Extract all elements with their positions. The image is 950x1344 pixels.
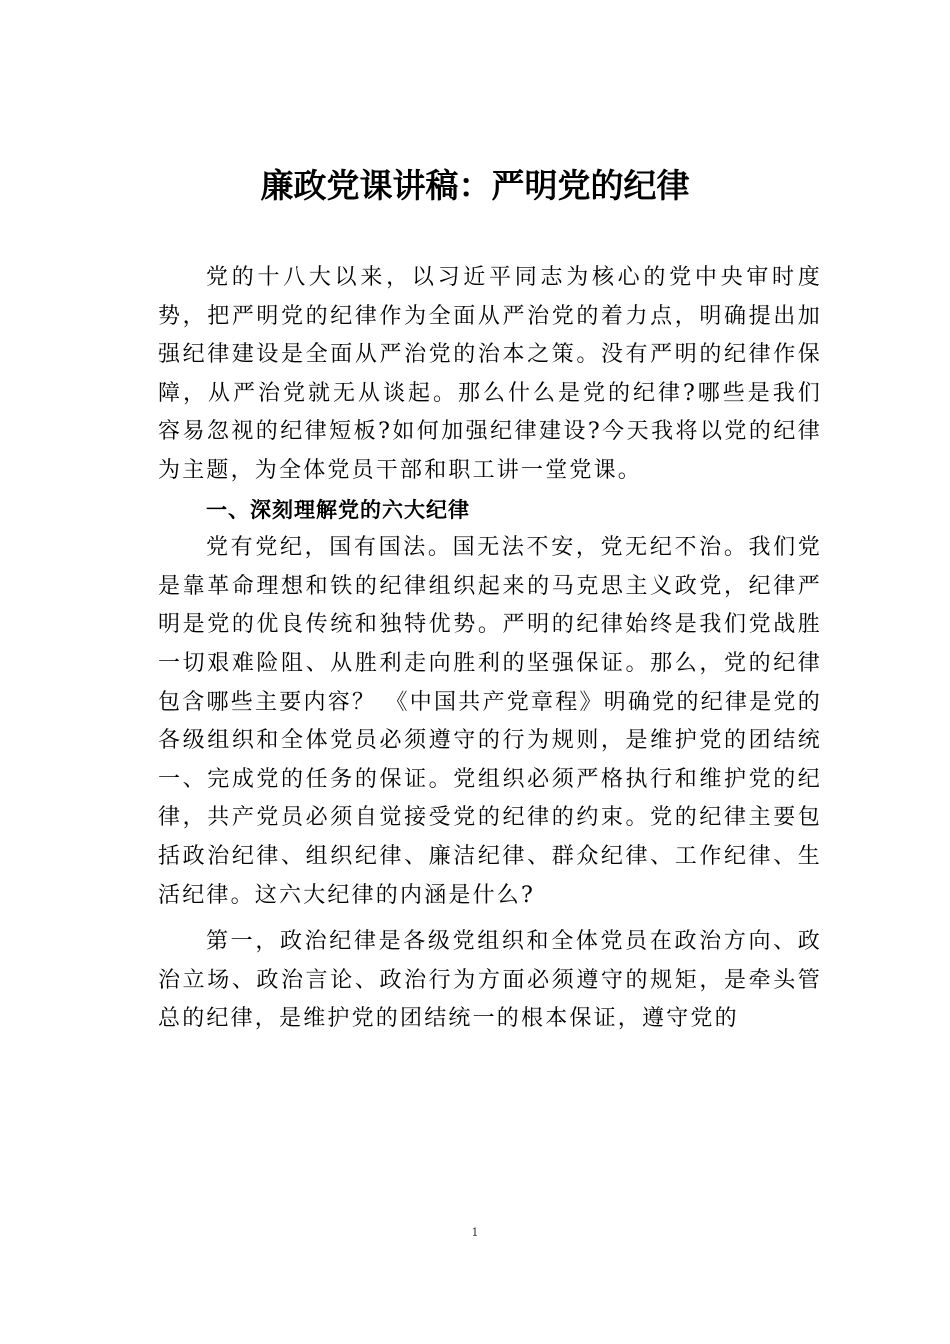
intro-paragraph: 党的十八大以来，以习近平同志为核心的党中央审时度势，把严明党的纪律作为全面从严治党的着力点，明确提出加强纪律建设是全面从严治党的治本之策。没有严明的纪律作保障，从严治党就无从谈起。那么什么是党的纪律?哪些是我们容易忽视的纪律短板?如何加强纪律建设?今天我将以党的纪律为主题，为全体党员干部和职工讲一堂党课。	[158, 265, 822, 483]
section-heading: 一、深刻理解党的六大纪律	[206, 497, 470, 522]
body-paragraph: 党有党纪，国有国法。国无法不安，党无纪不治。我们党是靠革命理想和铁的纪律组织起来的马克思主义政党，纪律严明是党的优良传统和独特优势。严明的纪律始终是我们党战胜一切艰难险阻、从胜利走向胜利的坚强保证。那么，党的纪律包含哪些主要内容？ 《中国共产党章程》明确党的纪律是党的各级组织和全体党员必须遵守的行为规则，是维护党的团结统一、完成党的任务的保证。党组织必须严格执行和维护党的纪律，共产党员必须自觉接受党的纪律的约束。党的纪律主要包括政治纪律、组织纪律、廉洁纪律、群众纪律、工作纪律、生活纪律。这六大纪律的内涵是什么?	[158, 535, 822, 908]
paragraph-gap	[158, 915, 822, 923]
page-number: 1	[471, 1226, 479, 1239]
document-title: 廉政党课讲稿：严明党的纪律	[260, 166, 690, 205]
body-paragraph-political: 第一，政治纪律是各级党组织和全体党员在政治方向、政治立场、政治言论、政治行为方面必须遵守的规矩，是牵头管总的纪律，是维护党的团结统一的根本保证，遵守党的	[158, 929, 822, 1032]
document-body	[158, 259, 822, 1039]
